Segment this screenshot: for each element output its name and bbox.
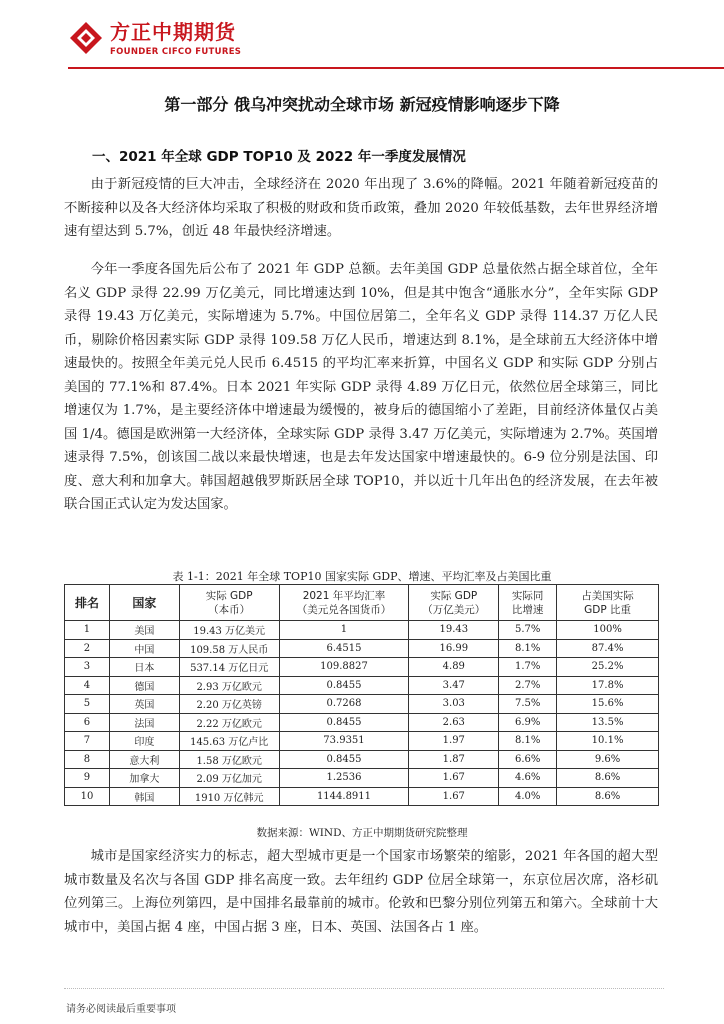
footer-divider bbox=[64, 988, 664, 989]
cell-gdp-usd: 1.97 bbox=[409, 732, 499, 751]
cell-fx: 1.2536 bbox=[279, 769, 409, 788]
header-rank: 排名 bbox=[65, 585, 110, 621]
header-gdp-local bbox=[179, 585, 279, 621]
cell-growth: 4.0% bbox=[499, 787, 557, 806]
cell-gdp-usd: 4.89 bbox=[409, 658, 499, 677]
cell-country: 意大利 bbox=[109, 750, 179, 769]
header-growth-line2: 比增速 bbox=[511, 603, 544, 616]
table-row bbox=[65, 676, 659, 695]
table-row bbox=[65, 787, 659, 806]
cell-share: 100% bbox=[557, 621, 659, 640]
cell-gdp-local: 109.58 万人民币 bbox=[179, 639, 279, 658]
cell-gdp-local: 2.20 万亿英镑 bbox=[179, 695, 279, 714]
cell-gdp-local: 1910 万亿韩元 bbox=[179, 787, 279, 806]
table-row bbox=[65, 713, 659, 732]
cell-rank: 2 bbox=[65, 639, 110, 658]
part-title: 第一部分 俄乌冲突扰动全球市场 新冠疫情影响逐步下降 bbox=[164, 95, 560, 114]
cell-gdp-usd: 19.43 bbox=[409, 621, 499, 640]
cell-share: 8.6% bbox=[557, 769, 659, 788]
cell-gdp-local: 2.09 万亿加元 bbox=[179, 769, 279, 788]
header-share-line1: 占美国实际 bbox=[581, 589, 634, 602]
cell-gdp-usd: 3.47 bbox=[409, 676, 499, 695]
cell-rank: 3 bbox=[65, 658, 110, 677]
cell-gdp-local: 19.43 万亿美元 bbox=[179, 621, 279, 640]
paragraph-2: 今年一季度各国先后公布了 2021 年 GDP 总额。去年美国 GDP 总量依然占据全球首位，全年名义 GDP 录得 22.99 万亿美元，同比增速达到 10%，但是其中饱含“通胀水分”，全年实际 GDP 录得 19.43 万亿美元，实际增速为 5.7%。中国位居第二，全年名义 GDP 录得 114.37 万亿人民币，剔除价格因素实际 GDP 录得 109.58 万亿人民币，增速达到 8.1%，是全球前五大经济体中增速最快的。按照全年美元兑人民币 6.4515 的平均汇率来折算，中国名义 GDP 和实际 GDP 分别占美国的 77.1%和 87.4%。日本 2021 年实际 GDP 录得 4.89 万亿日元，依然位居全球第三，同比增速仅为 1.7%，是主要经济体中增速最为缓慢的，被身后的德国缩小了差距，目前经济体量仅占美国 1/4。德国是欧洲第一大经济体，全球实际 GDP 录得 3.47 万亿美元，实际增速为 2.7%。英国增速录得 7.5%，创该国二战以来最快增速，也是去年发达国家中增速最快的。6-9 位分别是法国、印度、意大利和加拿大。韩国超越俄罗斯跃居全球 TOP10，并以近十几年出色的经济发展，在去年被联合国正式认定为发达国家。 bbox=[64, 262, 658, 512]
cell-country: 英国 bbox=[109, 695, 179, 714]
cell-country: 印度 bbox=[109, 732, 179, 751]
table-header-row bbox=[65, 585, 659, 621]
cell-rank: 1 bbox=[65, 621, 110, 640]
cell-share: 9.6% bbox=[557, 750, 659, 769]
cell-growth: 2.7% bbox=[499, 676, 557, 695]
header-fx-line1: 2021 年平均汇率 bbox=[302, 589, 386, 602]
cell-growth: 8.1% bbox=[499, 639, 557, 658]
cell-gdp-local: 2.93 万亿欧元 bbox=[179, 676, 279, 695]
paragraph-3: 城市是国家经济实力的标志，超大型城市更是一个国家市场繁荣的缩影，2021 年各国的超大型城市数量及名次与各国 GDP 排名高度一致。去年纽约 GDP 位居全球第一，东京位居次席，洛杉矶位列第三。上海位列第四，是中国排名最靠前的城市。伦敦和巴黎分别位列第五和第六。全球前十大城市中，美国占据 4 座，中国占据 3 座，日本、英国、法国各占 1 座。 bbox=[64, 849, 658, 935]
cell-rank: 4 bbox=[65, 676, 110, 695]
cell-gdp-local: 145.63 万亿卢比 bbox=[179, 732, 279, 751]
brand-name-en: FOUNDER CIFCO FUTURES bbox=[110, 47, 242, 57]
table-row bbox=[65, 621, 659, 640]
cell-growth: 4.6% bbox=[499, 769, 557, 788]
header-country: 国家 bbox=[109, 585, 179, 621]
cell-fx: 0.8455 bbox=[279, 750, 409, 769]
cell-growth: 5.7% bbox=[499, 621, 557, 640]
brand-name-cn: 方正中期期货 bbox=[110, 20, 236, 44]
cell-gdp-local: 1.58 万亿欧元 bbox=[179, 750, 279, 769]
cell-gdp-local: 2.22 万亿欧元 bbox=[179, 713, 279, 732]
table-row bbox=[65, 639, 659, 658]
header-gdp-usd-line2: （万亿美元） bbox=[422, 603, 486, 616]
table-body bbox=[65, 621, 659, 806]
cell-growth: 8.1% bbox=[499, 732, 557, 751]
header-divider bbox=[68, 67, 724, 69]
table-row bbox=[65, 732, 659, 751]
cell-fx: 0.8455 bbox=[279, 676, 409, 695]
header-share-line2: GDP 比重 bbox=[584, 603, 632, 616]
cell-growth: 1.7% bbox=[499, 658, 557, 677]
cell-share: 17.8% bbox=[557, 676, 659, 695]
cell-share: 10.1% bbox=[557, 732, 659, 751]
header-fx-line2: （美元兑各国货币） bbox=[296, 603, 392, 616]
table-caption: 表 1-1：2021 年全球 TOP10 国家实际 GDP、增速、平均汇率及占美国比重 bbox=[172, 570, 552, 583]
cell-country: 美国 bbox=[109, 621, 179, 640]
cell-rank: 6 bbox=[65, 713, 110, 732]
cell-gdp-usd: 1.67 bbox=[409, 769, 499, 788]
table-row bbox=[65, 750, 659, 769]
cell-fx: 1 bbox=[279, 621, 409, 640]
header-fx bbox=[279, 585, 409, 621]
cell-rank: 10 bbox=[65, 787, 110, 806]
cell-gdp-usd: 2.63 bbox=[409, 713, 499, 732]
header-gdp-usd bbox=[409, 585, 499, 621]
header-growth bbox=[499, 585, 557, 621]
cell-country: 法国 bbox=[109, 713, 179, 732]
table-row bbox=[65, 769, 659, 788]
cell-gdp-local: 537.14 万亿日元 bbox=[179, 658, 279, 677]
cell-rank: 7 bbox=[65, 732, 110, 751]
header-gdp-usd-line1: 实际 GDP bbox=[430, 589, 478, 602]
cell-share: 25.2% bbox=[557, 658, 659, 677]
table-row bbox=[65, 658, 659, 677]
cell-fx: 73.9351 bbox=[279, 732, 409, 751]
header-gdp-local-line2: （本币） bbox=[208, 603, 251, 616]
cell-fx: 0.7268 bbox=[279, 695, 409, 714]
cell-gdp-usd: 1.87 bbox=[409, 750, 499, 769]
cell-growth: 7.5% bbox=[499, 695, 557, 714]
cell-rank: 5 bbox=[65, 695, 110, 714]
table-source: 数据来源：WIND、方正中期期货研究院整理 bbox=[256, 827, 468, 839]
header-growth-line1: 实际同 bbox=[511, 589, 544, 602]
cell-fx: 1144.8911 bbox=[279, 787, 409, 806]
cell-fx: 0.8455 bbox=[279, 713, 409, 732]
cell-rank: 8 bbox=[65, 750, 110, 769]
founder-logo-icon bbox=[68, 20, 104, 56]
cell-share: 15.6% bbox=[557, 695, 659, 714]
header-gdp-local-line1: 实际 GDP bbox=[205, 589, 253, 602]
cell-gdp-usd: 1.67 bbox=[409, 787, 499, 806]
cell-fx: 109.8827 bbox=[279, 658, 409, 677]
cell-country: 加拿大 bbox=[109, 769, 179, 788]
cell-rank: 9 bbox=[65, 769, 110, 788]
footer-notice: 请务必阅读最后重要事项 bbox=[66, 1004, 176, 1015]
cell-gdp-usd: 3.03 bbox=[409, 695, 499, 714]
cell-share: 13.5% bbox=[557, 713, 659, 732]
cell-share: 8.6% bbox=[557, 787, 659, 806]
table-row bbox=[65, 695, 659, 714]
page-header bbox=[0, 0, 724, 70]
header-share bbox=[557, 585, 659, 621]
cell-gdp-usd: 16.99 bbox=[409, 639, 499, 658]
section-title: 一、2021 年全球 GDP TOP10 及 2022 年一季度发展情况 bbox=[92, 149, 466, 165]
cell-country: 韩国 bbox=[109, 787, 179, 806]
paragraph-1: 由于新冠疫情的巨大冲击，全球经济在 2020 年出现了 3.6%的降幅。2021 年随着新冠疫苗的不断接种以及各大经济体均采取了积极的财政和货币政策，叠加 2020 年较低基数，去年世界经济增速有望达到 5.7%，创近 48 年最快经济增速。 bbox=[64, 177, 658, 239]
cell-fx: 6.4515 bbox=[279, 639, 409, 658]
cell-growth: 6.6% bbox=[499, 750, 557, 769]
cell-growth: 6.9% bbox=[499, 713, 557, 732]
cell-country: 中国 bbox=[109, 639, 179, 658]
cell-share: 87.4% bbox=[557, 639, 659, 658]
cell-country: 日本 bbox=[109, 658, 179, 677]
gdp-table bbox=[64, 584, 659, 806]
cell-country: 德国 bbox=[109, 676, 179, 695]
